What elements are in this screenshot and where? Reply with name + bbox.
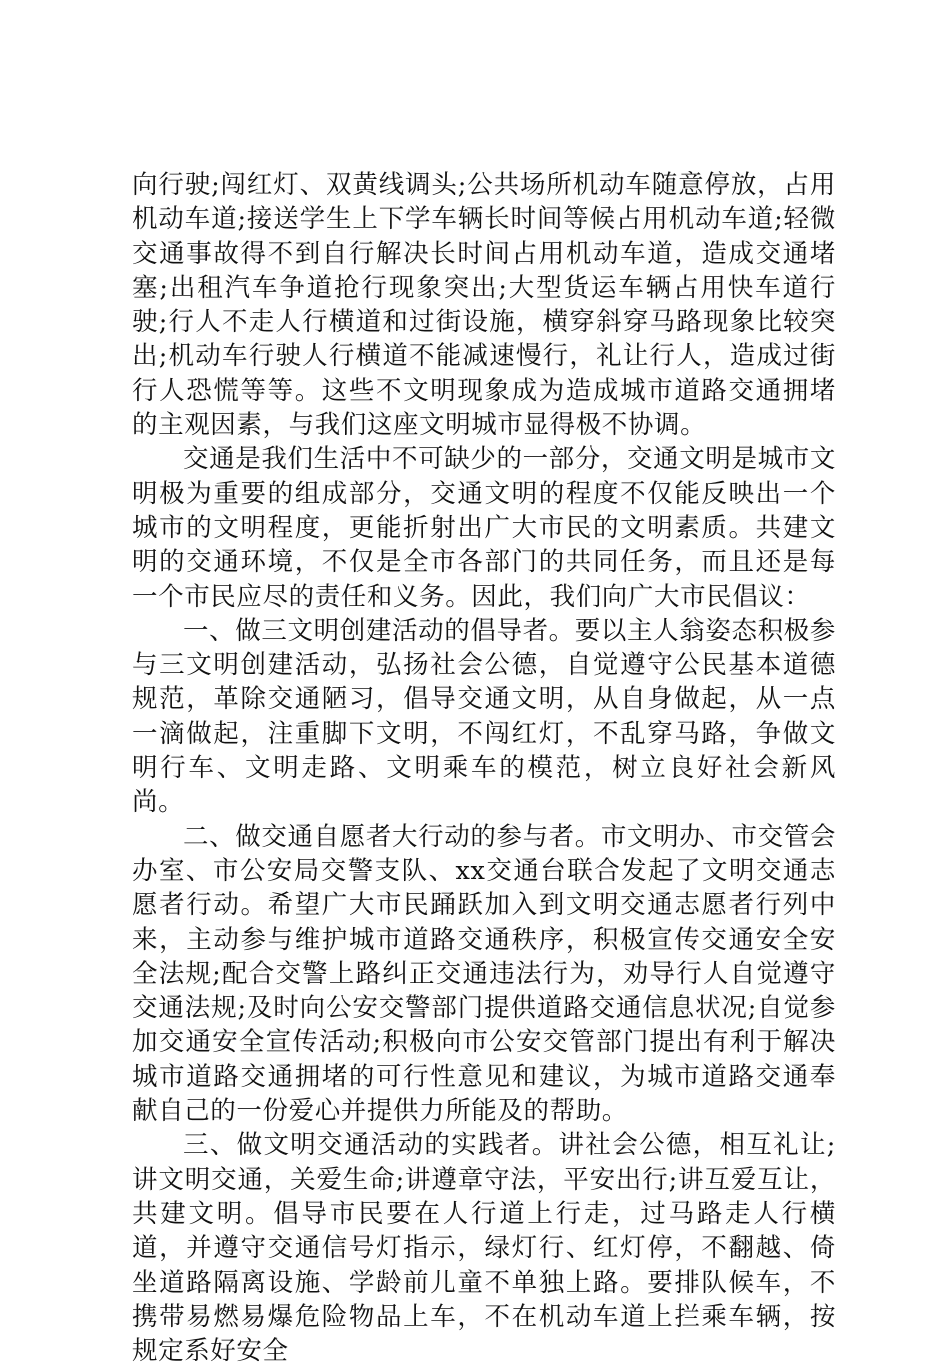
document-body: [132, 168, 836, 1368]
paragraph-item-one: 一、做三文明创建活动的倡导者。要以主人翁姿态积极参与三文明创建活动，弘扬社会公德，自觉遵守公民基本道德规范，革除交通陋习，倡导交通文明，从自身做起，从一点一滴做起，注重脚下文明，不闯红灯，不乱穿马路，争做文明行车、文明走路、文明乘车的模范，树立良好社会新风尚。: [132, 615, 836, 818]
paragraph-item-two: 二、做交通自愿者大行动的参与者。市文明办、市交管会办室、市公安局交警支队、xx交通台联合发起了文明交通志愿者行动。希望广大市民踊跃加入到文明交通志愿者行列中来，主动参与维护城市道路交通秩序，积极宣传交通安全安全法规;配合交警上路纠正交通违法行为，劝导行人自觉遵守交通法规;及时向公安交警部门提供道路交通信息状况;自觉参加交通安全宣传活动;积极向市公安交管部门提出有利于解决城市道路交通拥堵的可行性意见和建议，为城市道路交通奉献自己的一份爱心并提供力所能及的帮助。: [132, 821, 836, 1127]
paragraph-traffic-civility: 交通是我们生活中不可缺少的一部分，交通文明是城市文明极为重要的组成部分，交通文明的程度不仅能反映出一个城市的文明程度，更能折射出广大市民的文明素质。共建文明的交通环境，不仅是全市各部门的共同任务，而且还是每一个市民应尽的责任和义务。因此，我们向广大市民倡议：: [132, 444, 836, 612]
paragraph-item-three: 三、做文明交通活动的实践者。讲社会公德，相互礼让;讲文明交通，关爱生命;讲遵章守法，平安出行;讲互爱互让，共建文明。倡导市民要在人行道上行走，过马路走人行横道，并遵守交通信号灯指示，绿灯行、红灯停，不翻越、倚坐道路隔离设施、学龄前儿童不单独上路。要排队候车，不携带易燃易爆危险物品上车，不在机动车道上拦乘车辆，按规定系好安全: [132, 1130, 836, 1367]
paragraph-continuation: 向行驶;闯红灯、双黄线调头;公共场所机动车随意停放，占用机动车道;接送学生上下学车辆长时间等候占用机动车道;轻微交通事故得不到自行解决长时间占用机动车道，造成交通堵塞;出租汽车争道抢行现象突出;大型货运车辆占用快车道行驶;行人不走人行横道和过街设施，横穿斜穿马路现象比较突出;机动车行驶人行横道不能减速慢行，礼让行人，造成过街行人恐慌等等。这些不文明现象成为造成城市道路交通拥堵的主观因素，与我们这座文明城市显得极不协调。: [132, 170, 836, 441]
